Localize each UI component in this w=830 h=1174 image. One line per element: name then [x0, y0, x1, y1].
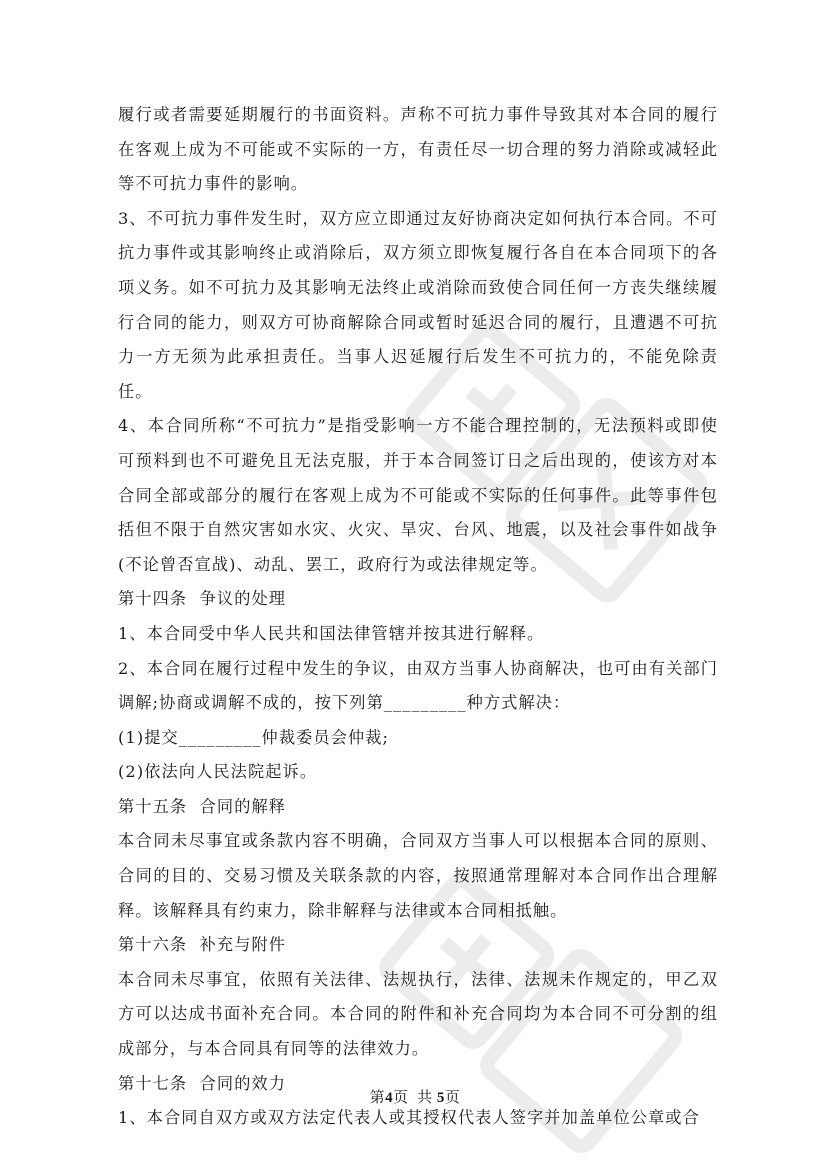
paragraph-article-15: 本合同未尽事宜或条款内容不明确，合同双方当事人可以根据本合同的原则、合同的目的、交易习惯及关联条款的内容，按照通常理解对本合同作出合理解释。该解释具有约束力，除非解释与法律或本合同相抵触。	[118, 831, 718, 920]
paragraph-force-majeure-evidence: 履行或者需要延期履行的书面资料。声称不可抗力事件导致其对本合同的履行在客观上成为不可能或不实际的一方，有责任尽一切合理的努力消除或减轻此等不可抗力事件的影响。	[118, 105, 718, 194]
page-footer	[0, 1086, 830, 1107]
footer-total-pages: 5	[436, 1090, 445, 1106]
heading-article-14: 第十四条 争议的处理	[118, 589, 287, 609]
heading-article-16: 第十六条 补充与附件	[118, 935, 287, 955]
paragraph-article-17-1: 1、本合同自双方或双方法定代表人或其授权代表人签字并加盖单位公章或合	[118, 1108, 700, 1128]
paragraph-force-majeure-3: 3、不可抗力事件发生时，双方应立即通过友好协商决定如何执行本合同。不可抗力事件或其影响终止或消除后，双方须立即恢复履行各自在本合同项下的各项义务。如不可抗力及其影响无法终止或消除而致使合同任何一方丧失继续履行合同的能力，则双方可协商解除合同或暂时延迟合同的履行，且遭遇不可抗力一方无须为此承担责任。当事人迟延履行后发生不可抗力的，不能免除责任。	[118, 208, 718, 401]
paragraph-article-14-option-2: (2)依法向人民法院起诉。	[118, 762, 318, 782]
paragraph-article-14-option-1: (1)提交_________仲裁委员会仲裁;	[118, 727, 390, 747]
heading-article-17: 第十七条 合同的效力	[118, 1073, 287, 1093]
footer-prefix: 第	[369, 1090, 386, 1106]
paragraph-article-14-1: 1、本合同受中华人民共和国法律管辖并按其进行解释。	[118, 623, 545, 643]
footer-middle: 页 共	[393, 1090, 437, 1106]
paragraph-article-16: 本合同未尽事宜，依照有关法律、法规执行，法律、法规未作规定的，甲乙双方可以达成书面补充合同。本合同的附件和补充合同均为本合同不可分割的组成部分，与本合同具有同等的法律效力。	[118, 969, 718, 1059]
heading-article-15: 第十五条 合同的解释	[118, 796, 287, 816]
document-body	[118, 98, 718, 1136]
paragraph-article-14-2: 2、本合同在履行过程中发生的争议，由双方当事人协商解决，也可由有关部门调解;协商或调解不成的，按下列第_________种方式解决：	[118, 658, 718, 713]
paragraph-force-majeure-4: 4、本合同所称“不可抗力”是指受影响一方不能合理控制的，无法预料或即使可预料到也不可避免且无法克服，并于本合同签订日之后出现的，使该方对本合同全部或部分的履行在客观上成为不可能或不实际的任何事件。此等事件包括但不限于自然灾害如水灾、火灾、旱灾、台风、地震，以及社会事件如战争(不论曾否宣战)、动乱、罢工，政府行为或法律规定等。	[118, 416, 718, 574]
footer-suffix: 页	[444, 1090, 461, 1106]
footer-current-page: 4	[385, 1090, 394, 1106]
